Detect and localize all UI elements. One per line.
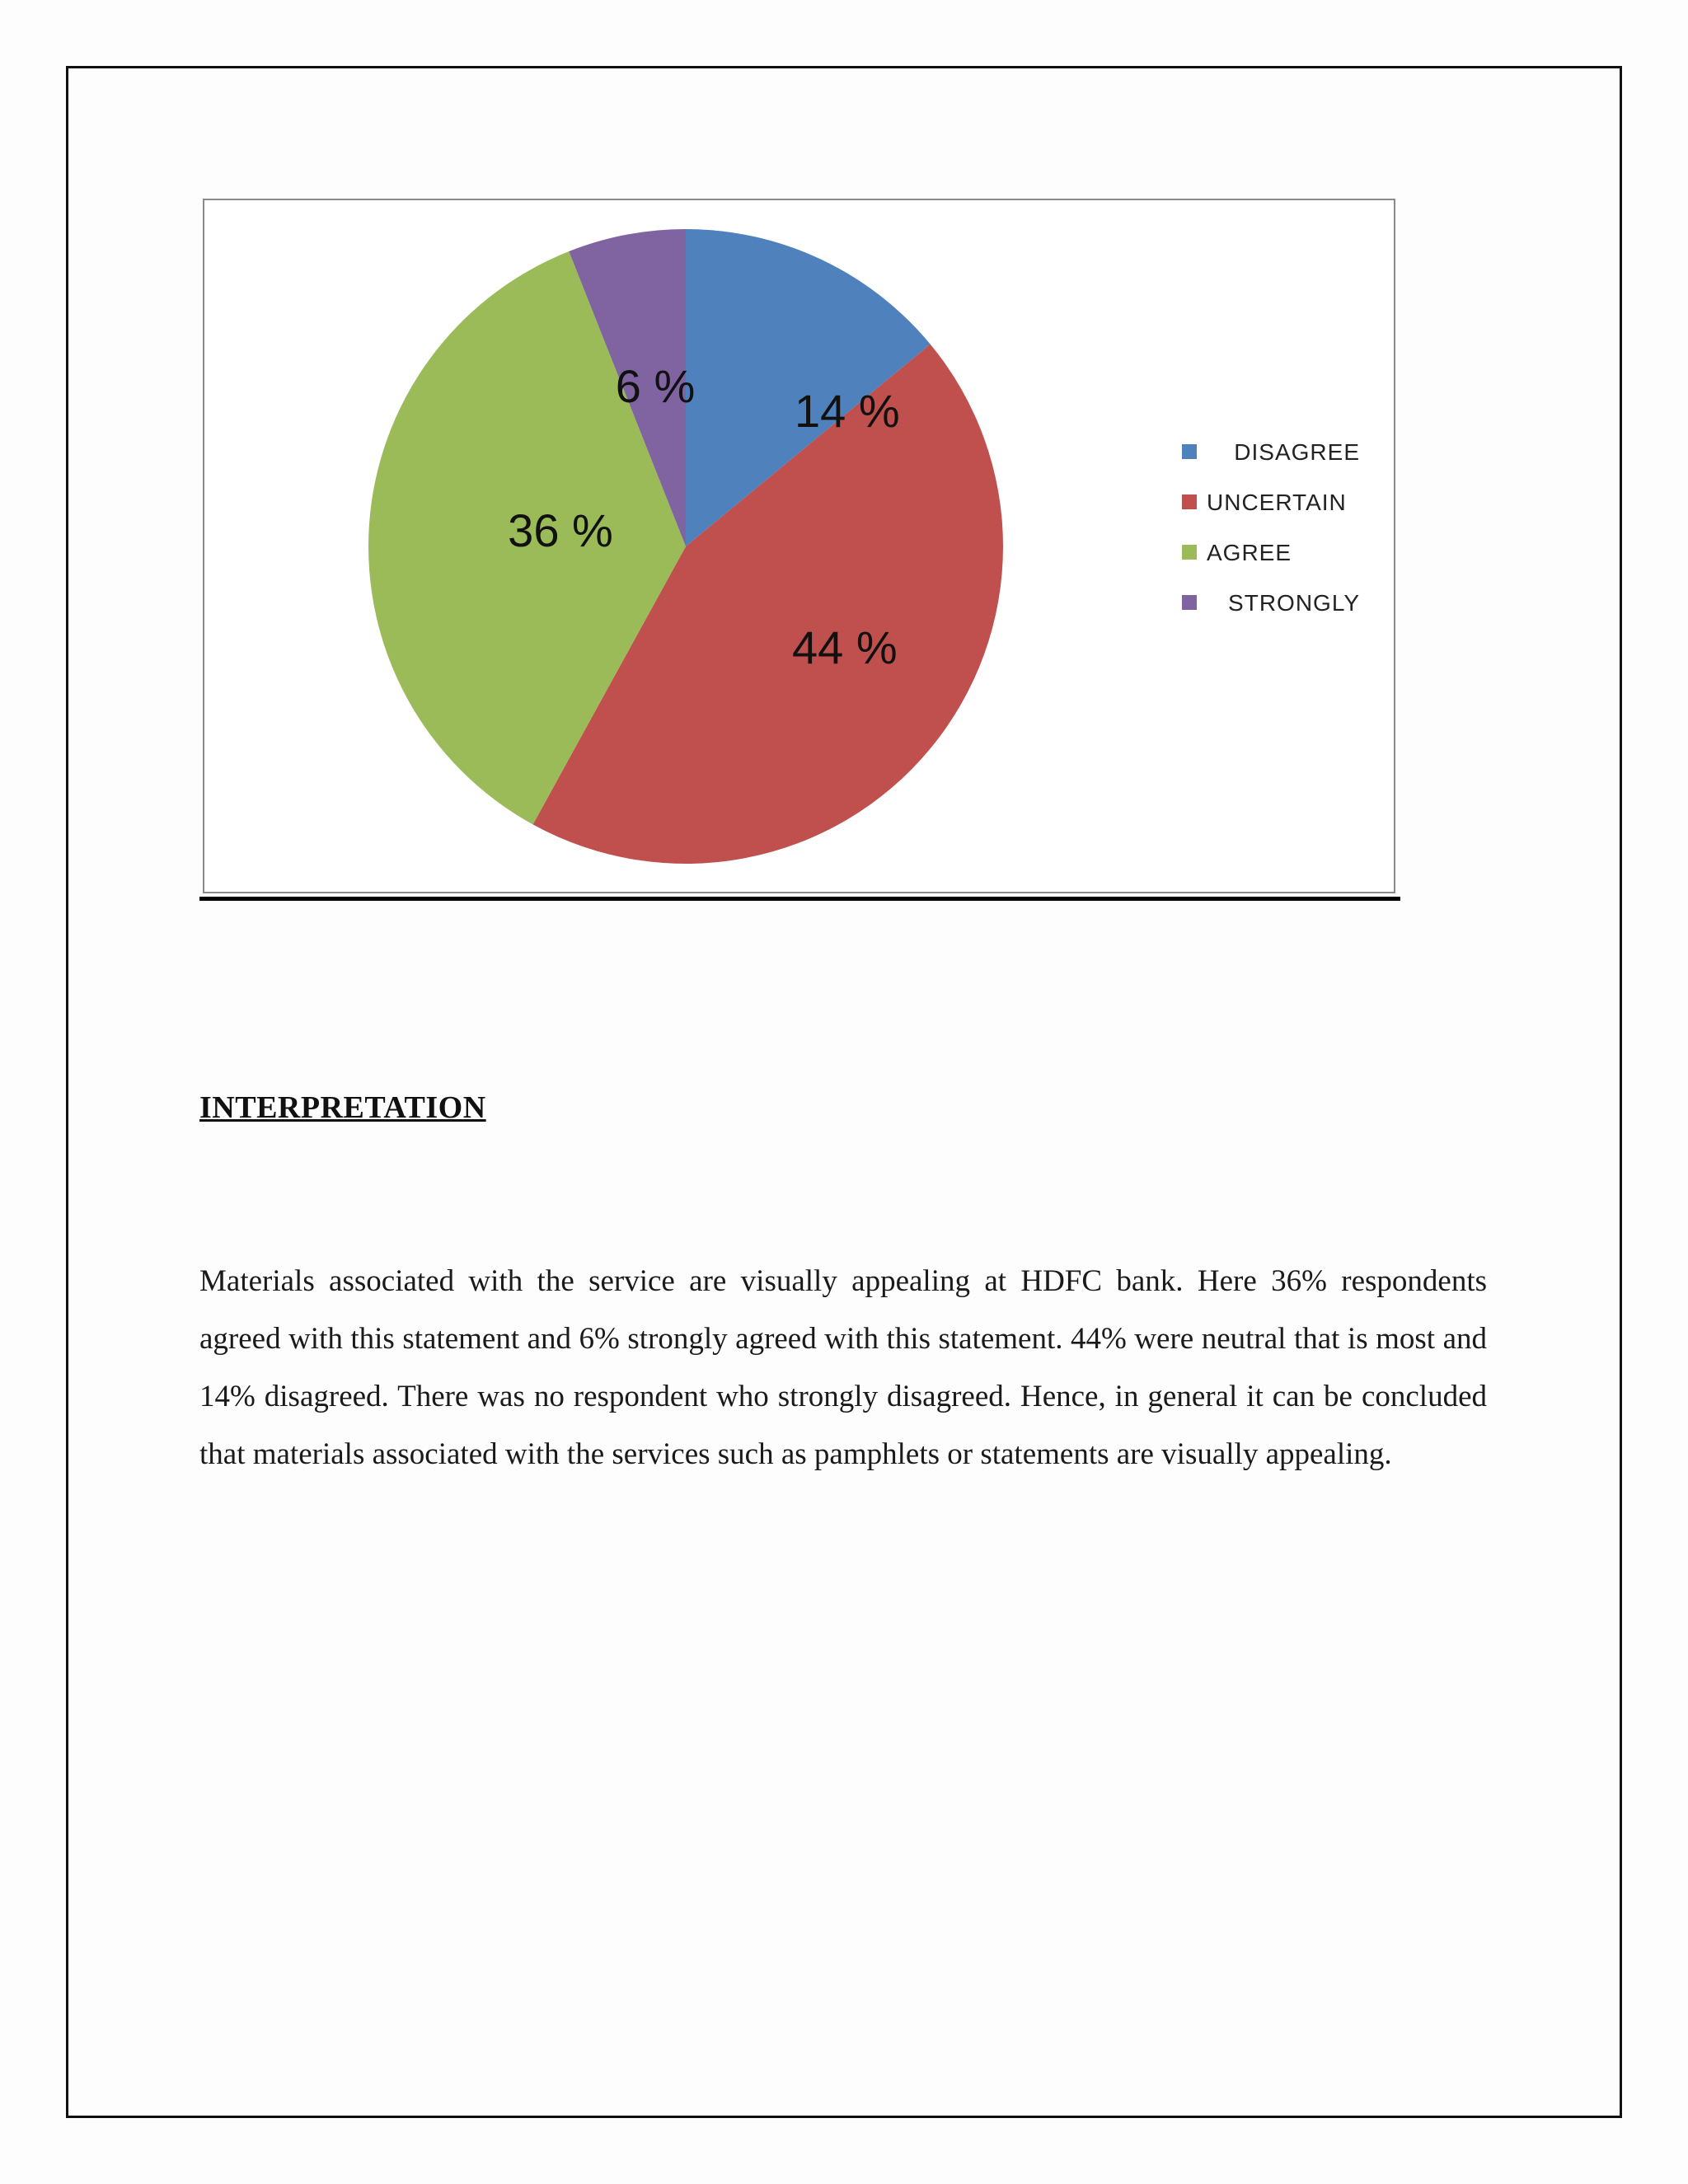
legend-swatch-agree — [1182, 545, 1197, 560]
legend-swatch-uncertain — [1182, 494, 1197, 509]
chart-divider — [199, 897, 1400, 901]
pie-chart — [204, 200, 1394, 892]
chart-frame — [203, 199, 1395, 893]
legend-label-disagree: DISAGREE — [1234, 439, 1360, 465]
slice-label-uncertain: 44 % — [792, 621, 898, 673]
slice-label-disagree: 14 % — [795, 385, 900, 437]
legend-swatch-strongly — [1182, 595, 1197, 610]
slice-label-agree: 36 % — [508, 504, 613, 556]
legend-label-strongly: STRONGLY — [1228, 590, 1360, 616]
legend-swatch-disagree — [1182, 444, 1197, 459]
legend-label-agree: AGREE — [1207, 540, 1292, 565]
section-heading: INTERPRETATION — [199, 1090, 486, 1125]
interpretation-paragraph: Materials associated with the service are visually appealing at HDFC bank. Here 36% respondents agreed with this statement and 6% strongly agreed with this statement. 44% were neutral that is most and 14% disagreed. There was no respondent who strongly disagreed. Hence, in general it can be concluded that materials associated with the services such as pamphlets or statements are visually appealing. — [199, 1264, 1487, 1471]
legend-label-uncertain: UNCERTAIN — [1207, 490, 1347, 515]
slice-label-strongly: 6 % — [615, 360, 696, 412]
